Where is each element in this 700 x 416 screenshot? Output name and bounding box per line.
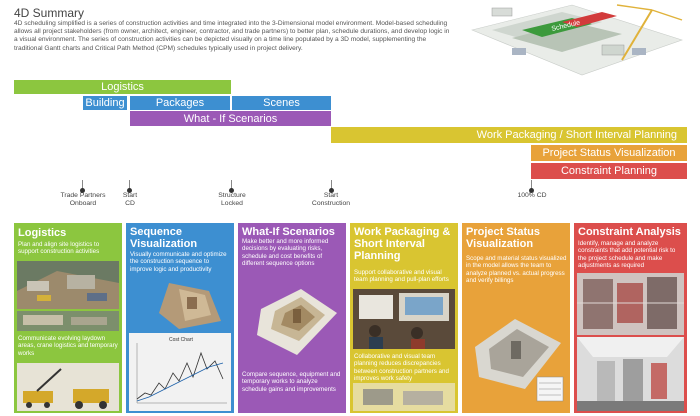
- panel-logistics: [14, 223, 122, 413]
- panel-title: Sequence Visualization: [130, 226, 198, 250]
- bar-constraint-planning: Constraint Planning: [531, 163, 687, 179]
- panel-whatif-scenarios: [238, 223, 346, 413]
- team-planning-model: [353, 383, 455, 411]
- constraint-interior-image: [577, 337, 684, 411]
- panel-text: Collaborative and visual team planning reduces discrepancies between construction partners and improves work safety: [354, 353, 449, 383]
- status-model-image: [465, 297, 567, 409]
- logistics-site-image: [17, 261, 119, 309]
- panel-work-packaging: [350, 223, 458, 413]
- milestone-100-cd: 100% CD: [517, 192, 547, 199]
- bar-packages: Packages: [130, 96, 230, 110]
- milestone-trade-partners: Trade Partners Onboard: [60, 192, 106, 207]
- milestone-start-construction: Start Construction: [311, 192, 351, 207]
- chart-title: Cost Chart: [169, 337, 193, 343]
- panel-text: Identify, manage and analyze constraints that add potential risk to the project schedule and make adjustments as required: [578, 240, 676, 270]
- team-planning-photo: [353, 289, 455, 349]
- bar-scenes: Scenes: [232, 96, 331, 110]
- constraint-model-image: [577, 273, 684, 335]
- panel-constraint-analysis: [574, 223, 687, 413]
- milestone-structure-locked: Structure Locked: [218, 192, 246, 207]
- panel-title: Logistics: [18, 227, 67, 239]
- milestone-start-cd: Start CD: [122, 192, 138, 207]
- panel-title: What-If Scenarios: [242, 226, 335, 238]
- panel-title: Work Packaging & Short Interval Planning: [354, 226, 451, 262]
- hero-sign-label: Schedule: [550, 19, 581, 33]
- sequence-model-image: [129, 273, 231, 331]
- panel-text: Visually communicate and optimize the construction sequence to improve logic and productivity: [130, 251, 227, 273]
- panel-text: Support collaborative and visual team planning and pull-plan efforts: [354, 269, 449, 284]
- hero-model-image: [452, 0, 692, 80]
- bar-logistics: Logistics: [14, 80, 231, 94]
- panel-sequence-visualization: [126, 223, 234, 413]
- bar-building: Building: [83, 96, 127, 110]
- bar-whatif-scenarios: What - If Scenarios: [130, 111, 331, 126]
- bar-work-packaging: Work Packaging / Short Interval Planning: [331, 127, 687, 143]
- panel-text: Compare sequence, equipment and temporary works to analyze schedule gains and improvements: [242, 371, 341, 393]
- page-title: 4D Summary: [14, 6, 85, 20]
- panel-text: Scope and material status visualized in the model allows the team to analyze planned vs. actual progress and verify billings: [466, 255, 567, 285]
- panel-project-status: [462, 223, 570, 413]
- logistics-plan-image: [17, 311, 119, 331]
- panel-text: Make better and more informed decisions by evaluating risks, schedule and cost benefits of different sequence options: [242, 238, 329, 268]
- panel-title: Constraint Analysis: [578, 226, 681, 238]
- bar-project-status: Project Status Visualization: [531, 145, 687, 161]
- panel-text: Communicate evolving laydown areas, crane logistics and temporary works: [18, 335, 118, 357]
- crane-equipment-image: [17, 363, 119, 411]
- panel-title: Project Status Visualization: [466, 226, 540, 250]
- whatif-model-image: [241, 269, 343, 365]
- intro-paragraph: 4D scheduling simplified is a series of construction activities and time integrated into the 3-Dimensional model environment. Model-based scheduling allows all project stakeholders (from owner, architect, engineer, contractor, and trade partners) to better plan, schedule durations, and develop logic in a visual environment. The series of construction activities can be depicted visually on a time line populated by a 3D model, supplementing the traditional Gantt charts and Critical Path Method (CPM) schedules typically used in project delivery.: [14, 20, 450, 52]
- panel-text: Plan and align site logistics to support construction activities: [18, 241, 100, 256]
- sequence-cost-chart: [129, 333, 231, 411]
